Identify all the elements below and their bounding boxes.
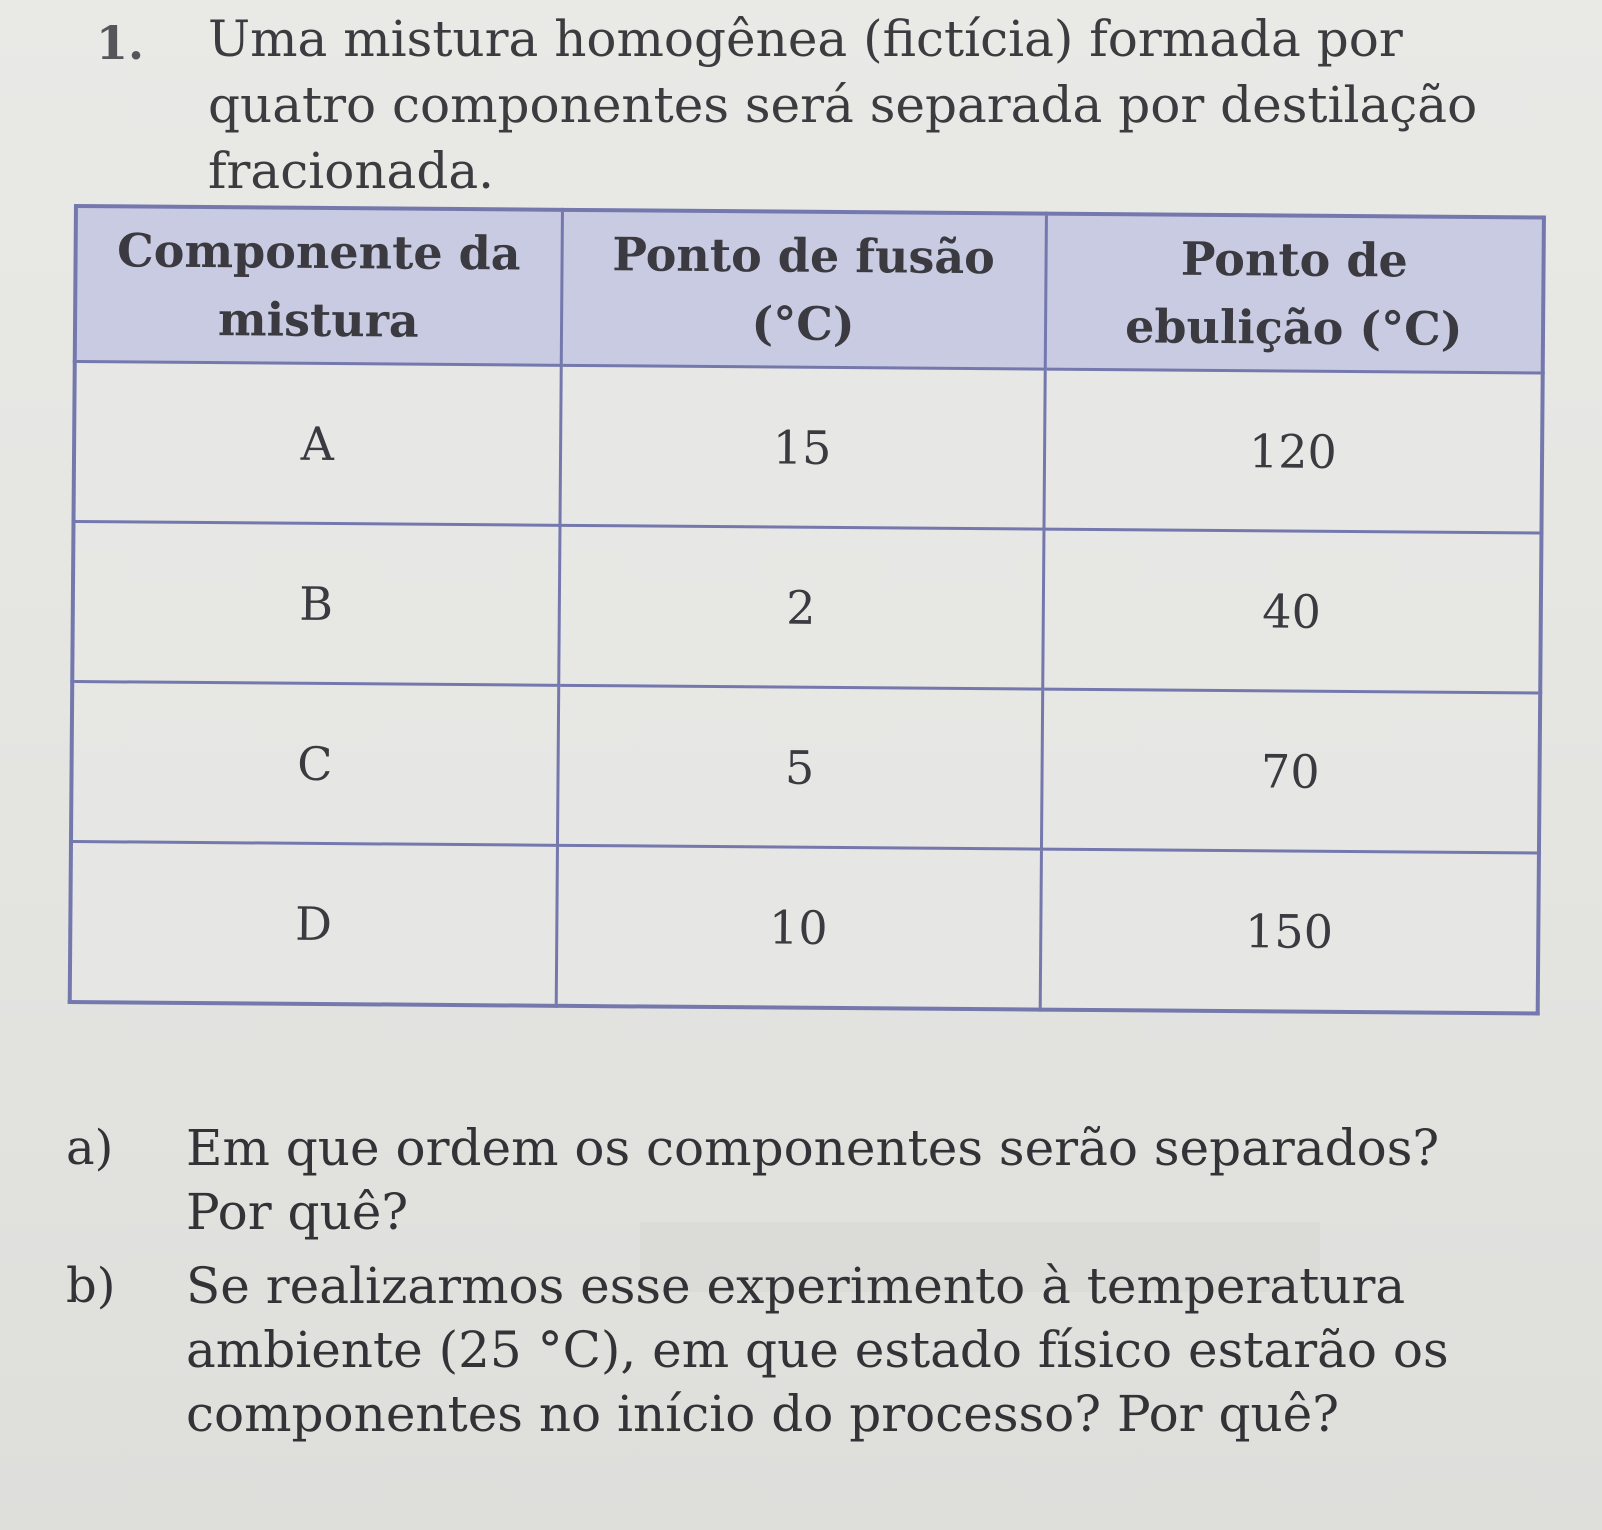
properties-table [68, 204, 1546, 1016]
cell-component: A [74, 362, 561, 526]
item-a-text: Em que ordem os componentes serão separados? Por quê? [186, 1119, 1440, 1241]
header-melting-point: Ponto de fusão (°C) [561, 210, 1046, 369]
header-component: Componente da mistura [75, 206, 562, 365]
table-header-row [75, 206, 1544, 373]
properties-table-container [68, 204, 1542, 1016]
cell-melting-point: 2 [558, 525, 1043, 689]
table-row [74, 362, 1543, 534]
cell-boiling-point: 150 [1040, 849, 1539, 1013]
question-number: 1. [96, 16, 145, 70]
cell-component: C [71, 682, 558, 846]
table-row [71, 682, 1540, 854]
header-boiling-point: Ponto de ebulição (°C) [1045, 214, 1544, 373]
cell-melting-point: 5 [557, 685, 1042, 849]
item-b-text: Se realizarmos esse experimento à temperatura ambiente (25 °C), em que estado físico estarão os componentes no início do processo? Por quê? [186, 1257, 1449, 1443]
table-row [70, 841, 1539, 1013]
cell-boiling-point: 70 [1041, 689, 1540, 853]
cell-melting-point: 15 [559, 365, 1044, 529]
cell-boiling-point: 120 [1043, 369, 1542, 533]
question-statement: Uma mistura homogênea (fictícia) formada por quatro componentes será separada por destilação fracionada. [208, 10, 1478, 200]
table-row [72, 522, 1541, 694]
cell-component: D [70, 841, 557, 1005]
item-a-letter: a) [66, 1120, 114, 1176]
cell-component: B [72, 522, 559, 686]
cell-melting-point: 10 [556, 845, 1041, 1009]
item-b-letter: b) [66, 1258, 116, 1314]
cell-boiling-point: 40 [1042, 529, 1541, 693]
